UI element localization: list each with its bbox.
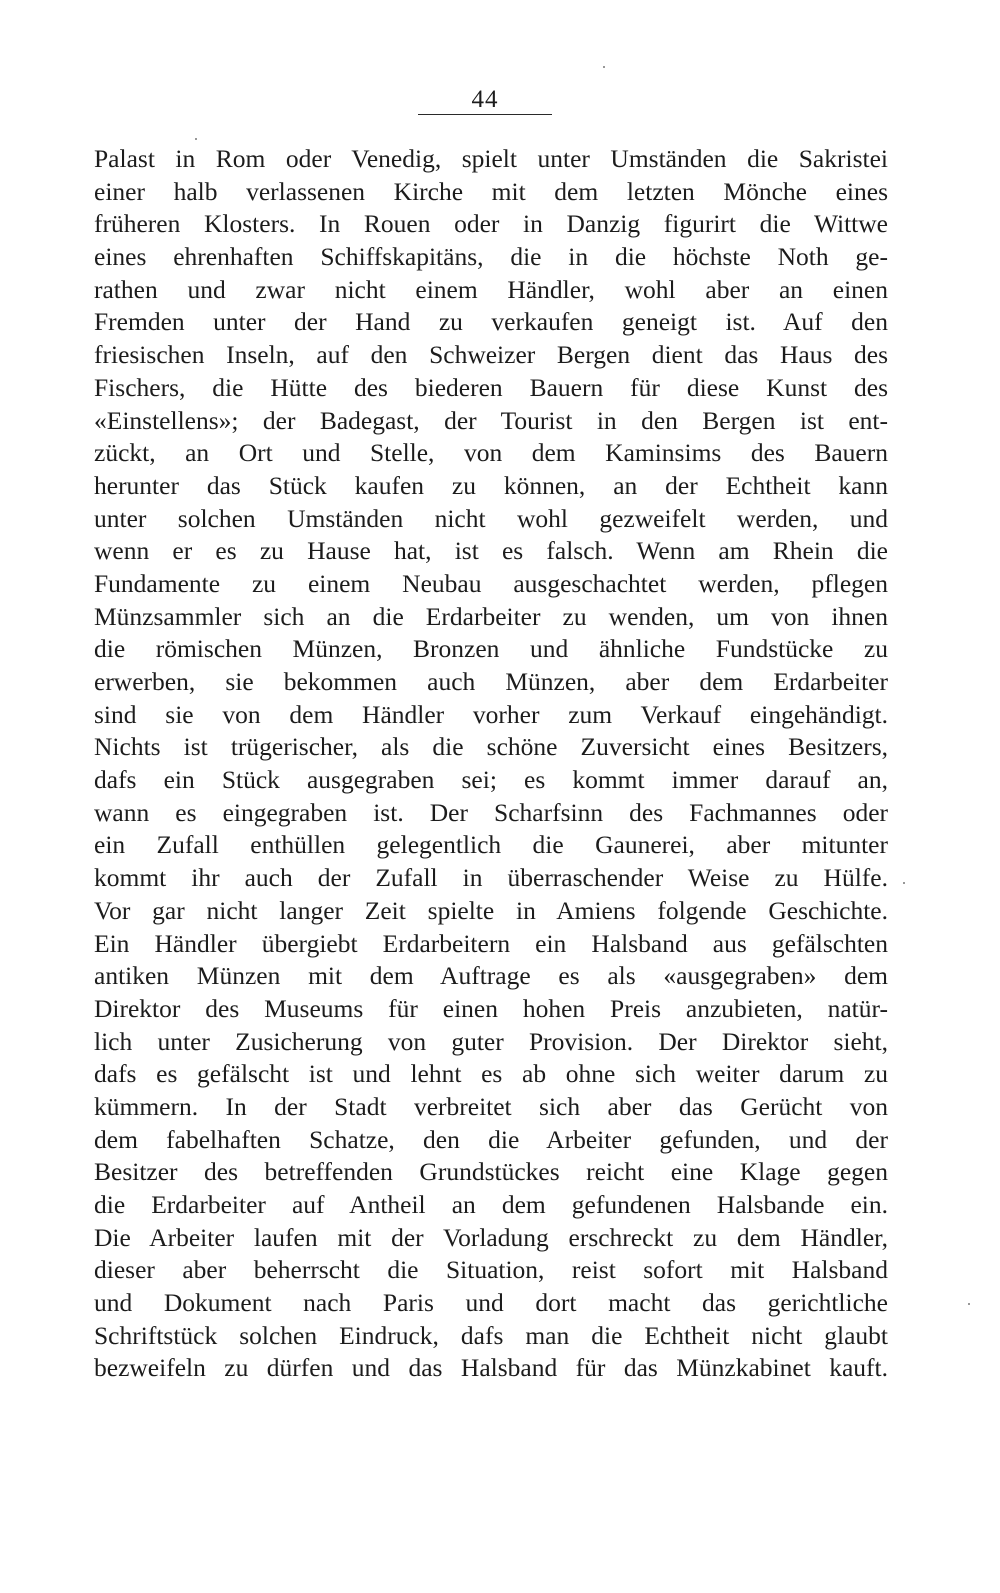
print-speck — [195, 138, 197, 140]
text-line: einer halb verlassenen Kirche mit dem letzten Mönche eines — [94, 176, 888, 206]
text-line: wann es eingegraben ist. Der Scharfsinn des Fachmannes oder — [94, 797, 888, 827]
print-speck — [603, 66, 605, 68]
text-line: Münzsammler sich an die Erdarbeiter zu wenden, um von ihnen — [94, 601, 888, 631]
text-line: rathen und zwar nicht einem Händler, wohl aber an einen — [94, 274, 888, 304]
text-line: Nichts ist trügerischer, als die schöne Zuversicht eines Besitzers, — [94, 732, 888, 762]
text-line: dem fabelhaften Schatze, den die Arbeiter gefunden, und der — [94, 1124, 888, 1154]
text-line: dafs ein Stück ausgegraben sei; es kommt immer darauf an, — [94, 765, 888, 795]
page-number: 44 — [471, 86, 499, 113]
text-line: ein Zufall enthüllen gelegentlich die Gaunerei, aber mitunter — [94, 830, 888, 860]
body-text — [94, 143, 888, 1385]
text-line: die römischen Münzen, Bronzen und ähnliche Fundstücke zu — [94, 634, 888, 664]
text-line: Fischers, die Hütte des biederen Bauern für diese Kunst des — [94, 372, 888, 402]
text-line: bezweifeln zu dürfen und das Halsband für das Münzkabinet kauft. — [94, 1353, 888, 1383]
text-line: Fundamente zu einem Neubau ausgeschachtet werden, pflegen — [94, 568, 888, 598]
text-line: und Dokument nach Paris und dort macht das gerichtliche — [94, 1288, 888, 1318]
text-line: eines ehrenhaften Schiffskapitäns, die in die höchste Noth ge- — [94, 242, 888, 272]
text-line: erwerben, sie bekommen auch Münzen, aber dem Erdarbeiter — [94, 667, 888, 696]
print-speck — [968, 1303, 970, 1305]
text-line: Schriftstück solchen Eindruck, dafs man die Echtheit nicht glaubt — [94, 1320, 888, 1350]
text-line: antiken Münzen mit dem Auftrage es als «ausgegraben» dem — [94, 961, 888, 991]
text-line: unter solchen Umständen nicht wohl gezweifelt werden, und — [94, 503, 888, 533]
text-line: friesischen Inseln, auf den Schweizer Bergen dient das Haus des — [94, 340, 888, 370]
text-line: Fremden unter der Hand zu verkaufen geneigt ist. Auf den — [94, 307, 888, 337]
text-line: kommt ihr auch der Zufall in überraschender Weise zu Hülfe. — [94, 863, 888, 893]
text-line: die Erdarbeiter auf Antheil an dem gefundenen Halsbande ein. — [94, 1190, 888, 1219]
text-line: kümmern. In der Stadt verbreitet sich aber das Gerücht von — [94, 1091, 888, 1121]
text-line: wenn er es zu Hause hat, ist es falsch. Wenn am Rhein die — [94, 536, 888, 566]
text-line: «Einstellens»; der Badegast, der Tourist in den Bergen ist ent- — [94, 405, 888, 435]
text-line: herunter das Stück kaufen zu können, an der Echtheit kann — [94, 470, 888, 500]
text-line: Vor gar nicht langer Zeit spielte in Amiens folgende Geschichte. — [94, 895, 888, 925]
text-line: Besitzer des betreffenden Grundstückes reicht eine Klage gegen — [94, 1157, 888, 1187]
text-line: lich unter Zusicherung von guter Provision. Der Direktor sieht, — [94, 1026, 888, 1056]
print-speck — [903, 882, 905, 884]
text-line: dieser aber beherrscht die Situation, reist sofort mit Halsband — [94, 1255, 888, 1285]
header-rule — [418, 114, 552, 115]
text-line: dafs es gefälscht ist und lehnt es ab ohne sich weiter darum zu — [94, 1059, 888, 1089]
text-line: sind sie von dem Händler vorher zum Verkauf eingehändigt. — [94, 699, 888, 729]
text-line: zückt, an Ort und Stelle, von dem Kaminsims des Bauern — [94, 438, 888, 468]
text-line: Ein Händler übergiebt Erdarbeitern ein Halsband aus gefälschten — [94, 928, 888, 958]
text-line: Palast in Rom oder Venedig, spielt unter Umständen die Sakristei — [94, 144, 888, 173]
text-line: Direktor des Museums für einen hohen Preis anzubieten, natür- — [94, 993, 888, 1023]
text-line: früheren Klosters. In Rouen oder in Danzig figurirt die Wittwe — [94, 209, 888, 239]
text-line: Die Arbeiter laufen mit der Vorladung erschreckt zu dem Händler, — [94, 1222, 888, 1252]
